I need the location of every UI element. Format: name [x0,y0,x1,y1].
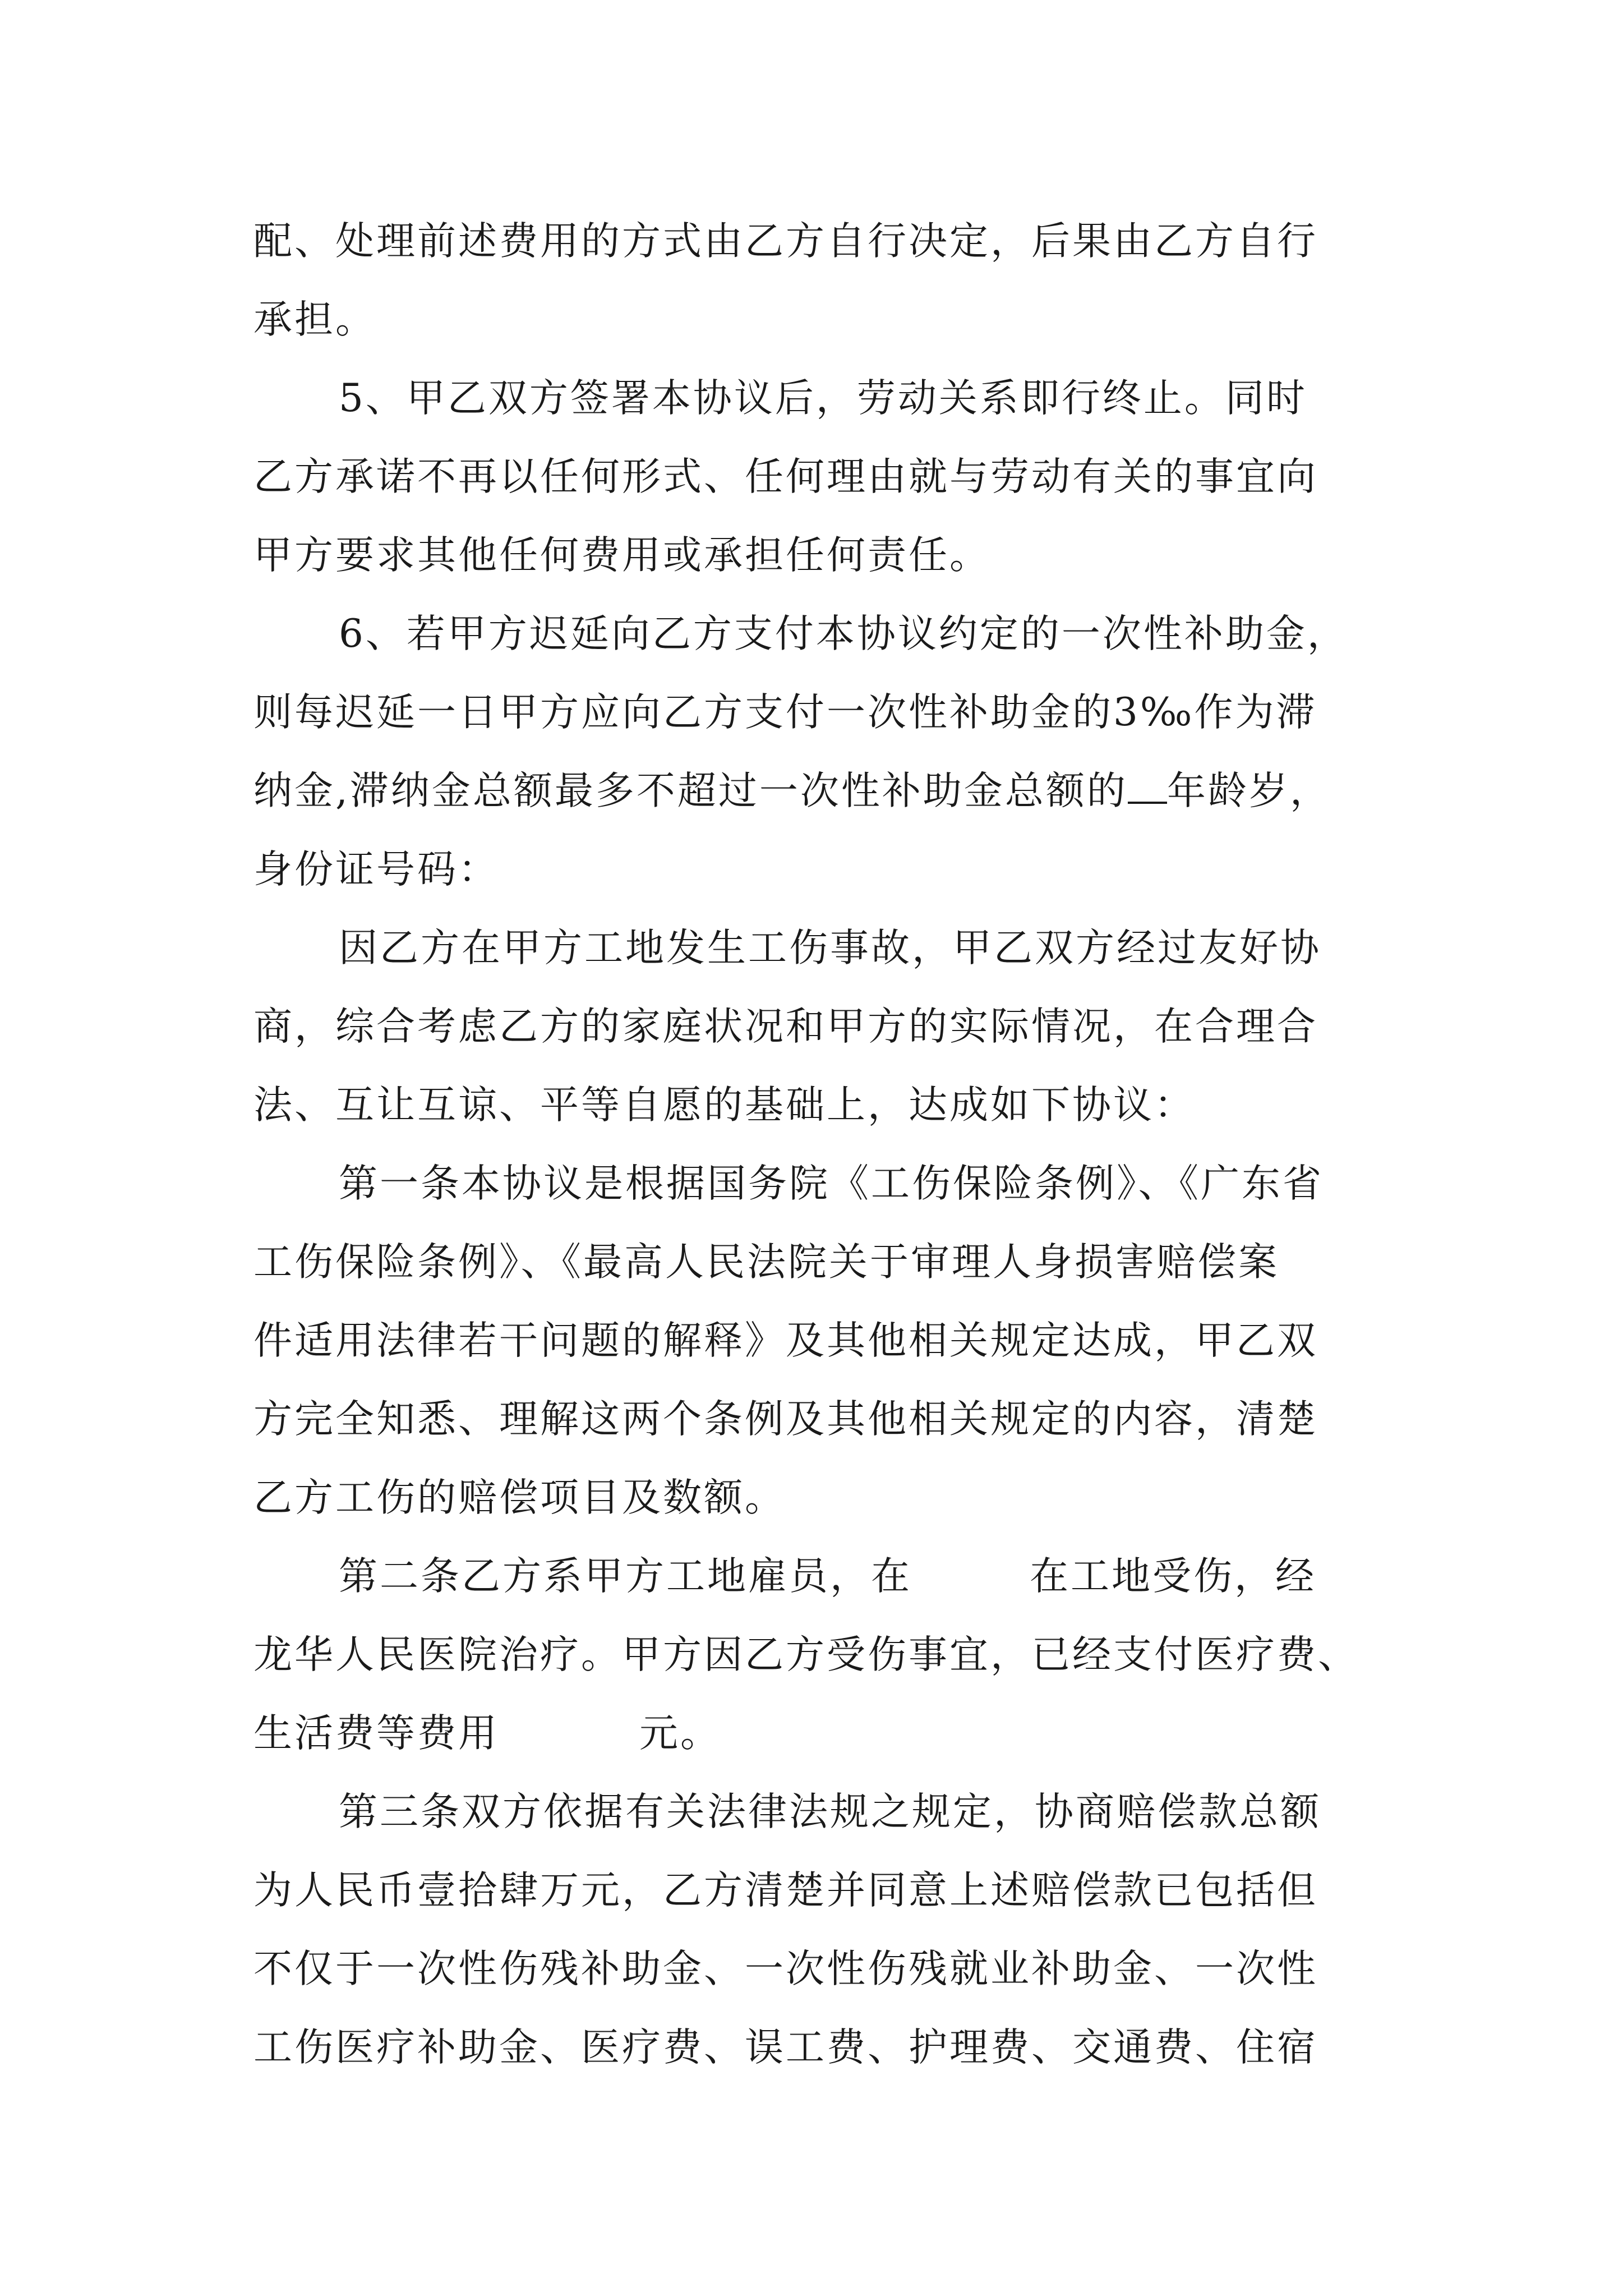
text-line: 乙方承诺不再以任何形式、任何理由就与劳动有关的事宜向 [253,454,1318,499]
article-3-line: 第三条双方依据有关法律法规之规定，协商赔偿款总额 [339,1789,1321,1834]
text-segment: 第二条乙方系甲方工地雇员，在 [339,1554,912,1599]
text-line: 甲方要求其他任何费用或承担任何责任。 [253,533,990,578]
text-line [253,752,1378,830]
article-2-line [253,1537,1378,1616]
clause-6-line: 6、若甲方迟延向乙方支付本协议约定的一次性补助金， [339,611,1348,656]
text-segment: 生活费等费用 [253,1711,499,1756]
text-segment: 元。 [639,1711,721,1756]
agreement-text [253,202,1378,2087]
clause-5-line: 5、甲乙双方签署本协议后，劳动关系即行终止。同时 [339,376,1307,421]
text-segment: 在工地受伤，经 [1030,1554,1316,1599]
text-line: 为人民币壹拾肆万元，乙方清楚并同意上述赔偿款已包括但 [253,1868,1318,1913]
text-line: 承担。 [253,297,376,342]
article-1-line: 第一条本协议是根据国务院《工伤保险条例》、《广东省 [339,1161,1324,1206]
preamble-line: 因乙方在甲方工地发生工伤事故，甲乙双方经过友好协 [339,926,1321,970]
text-line [253,1694,1378,1773]
text-line: 配、处理前述费用的方式由乙方自行决定，后果由乙方自行 [253,219,1318,264]
text-line: 工伤保险条例》、《最高人民法院关于审理人身损害赔偿案 [253,1240,1279,1285]
text-line: 法、互让互谅、平等自愿的基础上，达成如下协议： [253,1083,1195,1128]
text-line: 商，综合考虑乙方的家庭状况和甲方的实际情况，在合理合 [253,1004,1318,1049]
text-segment: 纳金,滞纳金总额最多不超过一次性补助金总额的 [253,769,1128,813]
text-line: 则每迟延一日甲方应向乙方支付一次性补助金的3‰作为滞 [253,690,1317,735]
text-line: 不仅于一次性伤残补助金、一次性伤残就业补助金、一次性 [253,1947,1318,1991]
text-line: 件适用法律若干问题的解释》及其他相关规定达成，甲乙双 [253,1318,1318,1363]
text-line: 身份证号码： [253,847,499,892]
text-line: 方完全知悉、理解这两个条例及其他相关规定的内容，清楚 [253,1397,1318,1442]
text-segment: 年龄岁， [1166,769,1331,813]
text-line: 乙方工伤的赔偿项目及数额。 [253,1475,786,1520]
text-line: 工伤医疗补助金、医疗费、误工费、护理费、交通费、住宿 [253,2025,1318,2070]
blank-underline [1128,802,1167,804]
text-line: 龙华人民医院治疗。甲方因乙方受伤事宜，已经支付医疗费、 [253,1632,1359,1677]
